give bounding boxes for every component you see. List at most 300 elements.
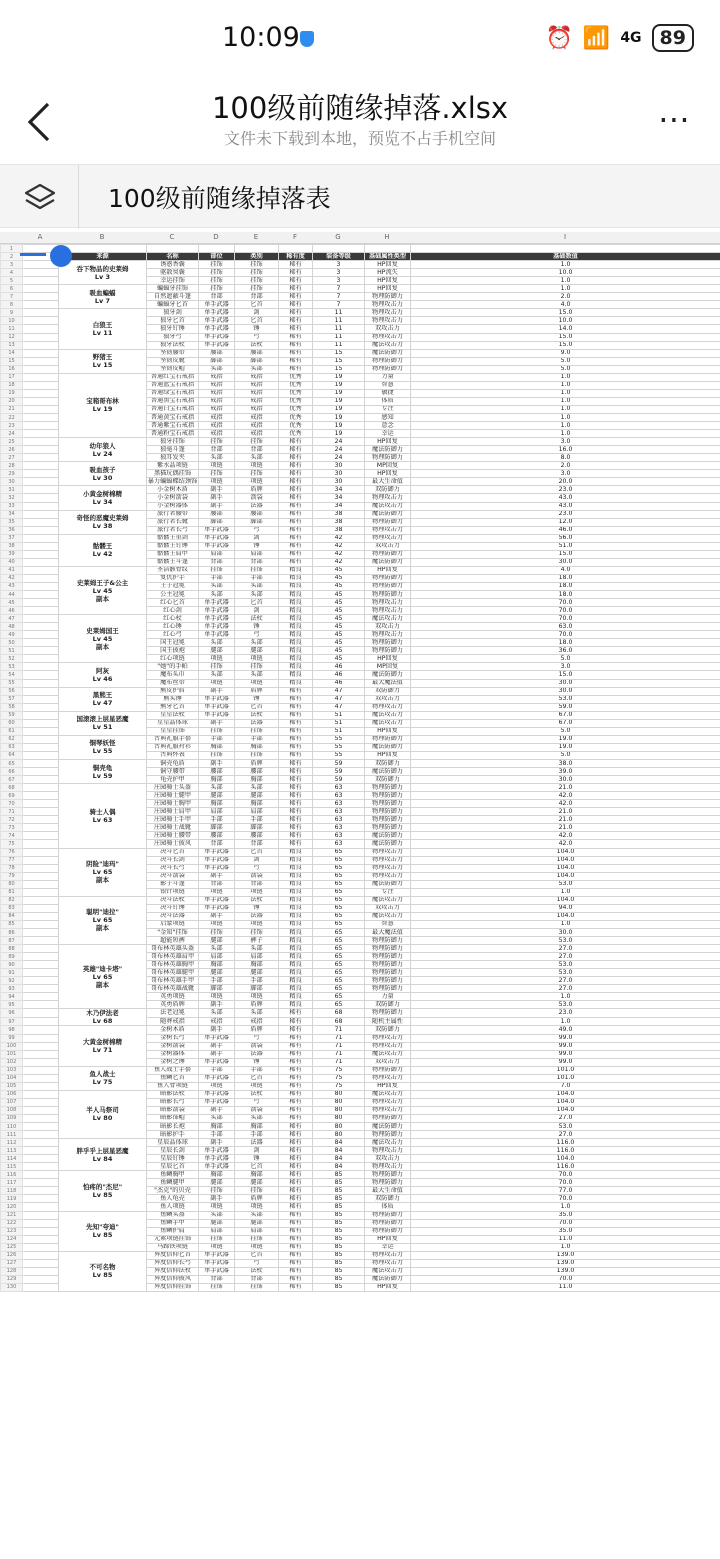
- cell[interactable]: [23, 1171, 59, 1179]
- cell[interactable]: [23, 840, 59, 848]
- cell[interactable]: 箭袋: [235, 872, 279, 880]
- cell[interactable]: 优秀: [279, 405, 313, 413]
- cell[interactable]: 红心项链: [147, 655, 199, 663]
- cell[interactable]: 体质: [365, 397, 411, 405]
- cell[interactable]: 法杖: [235, 615, 279, 623]
- cell[interactable]: 稀有: [279, 269, 313, 277]
- source-cell[interactable]: 史莱姆王子&公主 Lv 45 副本: [59, 566, 147, 614]
- cell[interactable]: 魔法攻击力: [365, 1050, 411, 1058]
- row-number[interactable]: 108: [1, 1106, 23, 1114]
- cell[interactable]: HP回复: [365, 727, 411, 735]
- cell[interactable]: 70.0: [411, 599, 720, 607]
- cell[interactable]: 普通白宝石戒指: [147, 405, 199, 413]
- cell[interactable]: 红心剑: [147, 607, 199, 615]
- cell[interactable]: 盾牌: [235, 687, 279, 695]
- cell[interactable]: 法杖: [235, 711, 279, 719]
- cell[interactable]: 魔法攻击力: [365, 719, 411, 727]
- cell[interactable]: 裤子: [235, 937, 279, 945]
- cell[interactable]: 感知: [365, 413, 411, 421]
- cell[interactable]: 稀有: [279, 1195, 313, 1203]
- cell[interactable]: 腰部: [199, 768, 235, 776]
- cell[interactable]: 魔法攻击力: [365, 896, 411, 904]
- source-cell[interactable]: 怕疼的"杰尼" Lv 85: [59, 1171, 147, 1211]
- cell[interactable]: 稀有: [279, 784, 313, 792]
- cell[interactable]: 104.0: [411, 872, 720, 880]
- cell[interactable]: 稀有: [279, 1139, 313, 1147]
- column-header[interactable]: 部位: [199, 253, 235, 261]
- cell[interactable]: [23, 430, 59, 438]
- cell[interactable]: 物理防御力: [365, 639, 411, 647]
- cell[interactable]: 鱼鳞匕首: [147, 1074, 199, 1082]
- row-number[interactable]: 33: [1, 502, 23, 510]
- cell[interactable]: 稀有: [279, 703, 313, 711]
- cell[interactable]: [411, 245, 720, 253]
- source-cell[interactable]: 大黄金树棉精 Lv 71: [59, 1026, 147, 1066]
- row-number[interactable]: 113: [1, 1147, 23, 1155]
- row-number[interactable]: 55: [1, 679, 23, 687]
- cell[interactable]: 剑: [235, 534, 279, 542]
- cell[interactable]: 116.0: [411, 1147, 720, 1155]
- cell[interactable]: 背部: [235, 840, 279, 848]
- cell[interactable]: 65: [313, 896, 365, 904]
- cell[interactable]: 副手: [199, 1042, 235, 1050]
- cell[interactable]: [23, 405, 59, 413]
- cell[interactable]: [23, 1227, 59, 1235]
- row-number[interactable]: 40: [1, 558, 23, 566]
- cell[interactable]: 27.0: [411, 985, 720, 993]
- source-cell[interactable]: 史莱姆国王 Lv 45 副本: [59, 615, 147, 663]
- cell[interactable]: 项链: [235, 920, 279, 928]
- cell[interactable]: 42: [313, 542, 365, 550]
- cell[interactable]: 1.0: [411, 1017, 720, 1026]
- cell[interactable]: 挂饰: [199, 727, 235, 735]
- cell[interactable]: 1.0: [411, 413, 720, 421]
- cell[interactable]: 单手武器: [199, 1058, 235, 1066]
- cell[interactable]: 65: [313, 969, 365, 977]
- cell[interactable]: 脚部: [199, 824, 235, 832]
- cell[interactable]: 手部: [235, 816, 279, 824]
- cell[interactable]: 鱼鳞胸甲: [147, 1171, 199, 1179]
- cell[interactable]: 物理攻击力: [365, 1074, 411, 1082]
- cell[interactable]: 脚部: [235, 985, 279, 993]
- cell[interactable]: 力量: [365, 993, 411, 1001]
- source-cell[interactable]: 吸血孩子 Lv 30: [59, 462, 147, 486]
- cell[interactable]: 42.0: [411, 840, 720, 848]
- cell[interactable]: 胸部: [235, 961, 279, 969]
- cell[interactable]: [23, 671, 59, 679]
- row-number[interactable]: 6: [1, 285, 23, 293]
- cell[interactable]: [23, 832, 59, 840]
- cell[interactable]: 7: [313, 301, 365, 309]
- cell[interactable]: 稀有: [279, 1034, 313, 1042]
- cell[interactable]: 物理防御力: [365, 1131, 411, 1139]
- cell[interactable]: 1.0: [411, 993, 720, 1001]
- cell[interactable]: 19: [313, 430, 365, 438]
- cell[interactable]: 箭袋: [235, 1106, 279, 1114]
- cell[interactable]: [23, 566, 59, 574]
- cell[interactable]: 19: [313, 422, 365, 430]
- cell[interactable]: 挂饰: [199, 261, 235, 269]
- cell[interactable]: 65: [313, 856, 365, 864]
- cell[interactable]: [365, 245, 411, 253]
- cell[interactable]: 99.0: [411, 1058, 720, 1066]
- cell[interactable]: 42.0: [411, 792, 720, 800]
- cell[interactable]: 法器: [235, 1050, 279, 1058]
- cell[interactable]: 头部: [235, 1211, 279, 1219]
- cell[interactable]: 51.0: [411, 542, 720, 550]
- cell[interactable]: 139.0: [411, 1251, 720, 1259]
- cell[interactable]: 65: [313, 1001, 365, 1009]
- cell[interactable]: HP回复: [365, 1082, 411, 1090]
- cell[interactable]: 星辰晶体球: [147, 1139, 199, 1147]
- row-number[interactable]: 25: [1, 438, 23, 446]
- cell[interactable]: 99.0: [411, 1034, 720, 1042]
- cell[interactable]: 85: [313, 1227, 365, 1235]
- cell[interactable]: 27.0: [411, 945, 720, 953]
- cell[interactable]: [23, 422, 59, 430]
- cell[interactable]: 腰部: [235, 768, 279, 776]
- cell[interactable]: 30.0: [411, 928, 720, 936]
- cell[interactable]: [23, 751, 59, 759]
- row-number[interactable]: 13: [1, 341, 23, 349]
- source-cell[interactable]: 奇怪的恶魔史莱姆 Lv 38: [59, 510, 147, 534]
- cell[interactable]: 65: [313, 864, 365, 872]
- cell[interactable]: 5.0: [411, 655, 720, 663]
- cell[interactable]: 稀有: [279, 816, 313, 824]
- cell[interactable]: 头部: [199, 454, 235, 462]
- cell[interactable]: 戒指: [199, 413, 235, 421]
- cell[interactable]: 53.0: [411, 1001, 720, 1009]
- cell[interactable]: 挂饰: [199, 566, 235, 574]
- cell[interactable]: 物理防御力: [365, 365, 411, 373]
- cell[interactable]: 红心杖: [147, 615, 199, 623]
- cell[interactable]: 23.0: [411, 486, 720, 494]
- cell[interactable]: 脚部: [199, 357, 235, 365]
- cell[interactable]: [23, 945, 59, 953]
- cell[interactable]: 59.0: [411, 703, 720, 711]
- cell[interactable]: 稀有: [279, 1259, 313, 1267]
- cell[interactable]: 单手武器: [199, 1267, 235, 1275]
- cell[interactable]: 稀有: [279, 518, 313, 526]
- selection-handle[interactable]: [50, 245, 72, 267]
- cell[interactable]: 挂饰: [199, 1235, 235, 1243]
- cell[interactable]: 85: [313, 1179, 365, 1187]
- cell[interactable]: 稀有: [279, 840, 313, 848]
- cell[interactable]: 锤: [235, 904, 279, 912]
- cell[interactable]: 背部: [235, 880, 279, 888]
- cell[interactable]: 优秀: [279, 422, 313, 430]
- cell[interactable]: 80: [313, 1098, 365, 1106]
- column-header[interactable]: 基础数值: [411, 253, 720, 261]
- cell[interactable]: [23, 438, 59, 446]
- cell[interactable]: 45: [313, 623, 365, 631]
- cell[interactable]: [23, 1203, 59, 1211]
- row-number[interactable]: 59: [1, 711, 23, 719]
- row-number[interactable]: 10: [1, 317, 23, 325]
- cell[interactable]: 11: [313, 317, 365, 325]
- cell[interactable]: 金树长弓: [147, 1034, 199, 1042]
- cell[interactable]: 稀有: [279, 357, 313, 365]
- cell[interactable]: 59: [313, 760, 365, 768]
- cell[interactable]: 双防御力: [365, 760, 411, 768]
- row-number[interactable]: 32: [1, 494, 23, 502]
- cell[interactable]: 驱散臭囊: [147, 269, 199, 277]
- cell[interactable]: 单手武器: [199, 599, 235, 607]
- cell[interactable]: 稀有: [279, 285, 313, 293]
- cell[interactable]: 精良: [279, 864, 313, 872]
- column-letter[interactable]: D: [213, 233, 219, 241]
- cell[interactable]: 决斗法杖: [147, 896, 199, 904]
- cell[interactable]: 3: [313, 261, 365, 269]
- cell[interactable]: 精良: [279, 928, 313, 936]
- row-number[interactable]: 118: [1, 1187, 23, 1195]
- cell[interactable]: 项链: [199, 920, 235, 928]
- cell[interactable]: 头部: [199, 784, 235, 792]
- row-number[interactable]: 58: [1, 703, 23, 711]
- cell[interactable]: 47: [313, 695, 365, 703]
- cell[interactable]: HP回复: [365, 655, 411, 663]
- row-number[interactable]: 36: [1, 526, 23, 534]
- cell[interactable]: 单手武器: [199, 325, 235, 333]
- cell[interactable]: 85: [313, 1283, 365, 1291]
- cell[interactable]: 庄园骑士胸甲: [147, 800, 199, 808]
- cell[interactable]: 38: [313, 526, 365, 534]
- cell[interactable]: 38.0: [411, 760, 720, 768]
- cell[interactable]: 肩部: [199, 1227, 235, 1235]
- row-number[interactable]: 82: [1, 896, 23, 904]
- cell[interactable]: 戒指: [235, 389, 279, 397]
- cell[interactable]: [23, 558, 59, 566]
- cell[interactable]: [23, 1187, 59, 1195]
- cell[interactable]: 星星挂饰: [147, 727, 199, 735]
- cell[interactable]: 38: [313, 510, 365, 518]
- cell[interactable]: 139.0: [411, 1259, 720, 1267]
- cell[interactable]: 铜壳龟盾: [147, 760, 199, 768]
- row-number[interactable]: 110: [1, 1123, 23, 1131]
- cell[interactable]: [23, 1123, 59, 1131]
- cell[interactable]: 胸部: [235, 1171, 279, 1179]
- cell[interactable]: 戒指: [235, 413, 279, 421]
- cell[interactable]: 小金树器体: [147, 502, 199, 510]
- cell[interactable]: 45: [313, 566, 365, 574]
- cell[interactable]: 104.0: [411, 864, 720, 872]
- cell[interactable]: [23, 1114, 59, 1122]
- cell[interactable]: 手部: [199, 977, 235, 985]
- cell[interactable]: 项链: [235, 478, 279, 486]
- cell[interactable]: 稀有: [279, 1050, 313, 1058]
- cell[interactable]: [23, 824, 59, 832]
- cell[interactable]: 决斗箭袋: [147, 872, 199, 880]
- source-cell[interactable]: 小黄金树棉精 Lv 34: [59, 486, 147, 510]
- cell[interactable]: 弓: [235, 526, 279, 534]
- cell[interactable]: [23, 454, 59, 462]
- cell[interactable]: 101.0: [411, 1074, 720, 1082]
- cell[interactable]: [23, 768, 59, 776]
- cell[interactable]: 手部: [199, 735, 235, 743]
- cell[interactable]: 法杖: [235, 1267, 279, 1275]
- row-number[interactable]: 28: [1, 462, 23, 470]
- cell[interactable]: [23, 1074, 59, 1082]
- cell[interactable]: 暗影箭袋: [147, 1106, 199, 1114]
- cell[interactable]: 1.0: [411, 1243, 720, 1251]
- row-number[interactable]: 122: [1, 1219, 23, 1227]
- cell[interactable]: 稀有: [279, 743, 313, 751]
- cell[interactable]: 魔法防御力: [365, 349, 411, 357]
- cell[interactable]: 85: [313, 1259, 365, 1267]
- row-number[interactable]: 22: [1, 413, 23, 421]
- cell[interactable]: 腰部: [199, 832, 235, 840]
- cell[interactable]: 45: [313, 599, 365, 607]
- cell[interactable]: 肩部: [199, 550, 235, 558]
- cell[interactable]: 物理攻击力: [365, 872, 411, 880]
- source-cell[interactable]: 吸血蝙蝠 Lv 7: [59, 285, 147, 309]
- source-cell[interactable]: 木乃伊法老 Lv 68: [59, 1009, 147, 1026]
- cell[interactable]: 38: [313, 518, 365, 526]
- cell[interactable]: HP回复: [365, 751, 411, 759]
- cell[interactable]: 稀有: [279, 462, 313, 470]
- cell[interactable]: 15.0: [411, 341, 720, 349]
- cell[interactable]: 27.0: [411, 1114, 720, 1122]
- cell[interactable]: 法器: [235, 1139, 279, 1147]
- cell[interactable]: 胸部: [199, 776, 235, 784]
- cell[interactable]: 旅行者腰带: [147, 510, 199, 518]
- cell[interactable]: 68: [313, 1009, 365, 1018]
- cell[interactable]: [23, 1219, 59, 1227]
- cell[interactable]: 11: [313, 309, 365, 317]
- cell[interactable]: 1.0: [411, 381, 720, 389]
- row-number[interactable]: 43: [1, 582, 23, 590]
- cell[interactable]: 王子冠冕: [147, 582, 199, 590]
- cell[interactable]: 稀有: [279, 1219, 313, 1227]
- cell[interactable]: 决斗长剑: [147, 856, 199, 864]
- cell[interactable]: 单手武器: [199, 615, 235, 623]
- cell[interactable]: 15.0: [411, 671, 720, 679]
- cell[interactable]: 单手武器: [199, 711, 235, 719]
- cell[interactable]: 法杖: [235, 341, 279, 349]
- cell[interactable]: 普通紫宝石戒指: [147, 422, 199, 430]
- cell[interactable]: 稀有: [279, 277, 313, 285]
- cell[interactable]: 红心弓: [147, 631, 199, 639]
- cell[interactable]: 双防御力: [365, 1001, 411, 1009]
- row-number[interactable]: 111: [1, 1131, 23, 1139]
- cell[interactable]: 67.0: [411, 711, 720, 719]
- cell[interactable]: 30.0: [411, 776, 720, 784]
- column-letter[interactable]: B: [99, 233, 105, 241]
- cell[interactable]: [23, 389, 59, 397]
- cell[interactable]: 挂饰: [199, 438, 235, 446]
- row-number[interactable]: 7: [1, 293, 23, 301]
- cell[interactable]: 99.0: [411, 1050, 720, 1058]
- cell[interactable]: [23, 494, 59, 502]
- cell[interactable]: 53.0: [411, 937, 720, 945]
- row-number[interactable]: 35: [1, 518, 23, 526]
- cell[interactable]: [23, 1090, 59, 1098]
- cell[interactable]: HP回复: [365, 438, 411, 446]
- cell[interactable]: 70.0: [411, 615, 720, 623]
- cell[interactable]: 铜守腰带: [147, 768, 199, 776]
- row-number[interactable]: 18: [1, 381, 23, 389]
- cell[interactable]: 稀有: [279, 349, 313, 357]
- cell[interactable]: 稀有: [279, 1251, 313, 1259]
- cell[interactable]: 魔法防御力: [365, 671, 411, 679]
- cell[interactable]: 53.0: [411, 961, 720, 969]
- cell[interactable]: 单手武器: [199, 317, 235, 325]
- cell[interactable]: [23, 534, 59, 542]
- cell[interactable]: 80: [313, 1090, 365, 1098]
- cell[interactable]: 头部: [235, 591, 279, 599]
- cell[interactable]: 腿部: [199, 792, 235, 800]
- cell[interactable]: [23, 397, 59, 405]
- source-cell[interactable]: 白狼王 Lv 11: [59, 309, 147, 349]
- cell[interactable]: 36.0: [411, 647, 720, 655]
- cell[interactable]: 物理防御力: [365, 1114, 411, 1122]
- cell[interactable]: 精良: [279, 655, 313, 663]
- cell[interactable]: 腰部: [199, 349, 235, 357]
- row-number[interactable]: 51: [1, 647, 23, 655]
- cell[interactable]: [23, 599, 59, 607]
- cell[interactable]: 10.0: [411, 269, 720, 277]
- cell[interactable]: 稀有: [279, 808, 313, 816]
- row-number[interactable]: 39: [1, 550, 23, 558]
- cell[interactable]: 21.0: [411, 824, 720, 832]
- row-number[interactable]: 62: [1, 735, 23, 743]
- cell[interactable]: 副手: [199, 687, 235, 695]
- row-number[interactable]: 81: [1, 888, 23, 896]
- cell[interactable]: 戒指: [199, 430, 235, 438]
- row-number[interactable]: 15: [1, 357, 23, 365]
- cell[interactable]: [23, 542, 59, 550]
- cell[interactable]: 蝙蝠牙匕首: [147, 301, 199, 309]
- cell[interactable]: 双攻击力: [365, 325, 411, 333]
- cell[interactable]: 42: [313, 550, 365, 558]
- cell[interactable]: 稀有: [279, 534, 313, 542]
- cell[interactable]: 腿部: [199, 1219, 235, 1227]
- cell[interactable]: [23, 703, 59, 711]
- row-number[interactable]: 20: [1, 397, 23, 405]
- row-number[interactable]: 45: [1, 599, 23, 607]
- column-letter[interactable]: F: [292, 233, 298, 241]
- cell[interactable]: 24: [313, 446, 365, 454]
- cell[interactable]: 55: [313, 743, 365, 751]
- cell[interactable]: 15: [313, 349, 365, 357]
- cell[interactable]: 双攻击力: [365, 623, 411, 631]
- cell[interactable]: 鱼人骨项链: [147, 1082, 199, 1090]
- cell[interactable]: 稀有: [279, 832, 313, 840]
- cell[interactable]: 65: [313, 985, 365, 993]
- cell[interactable]: 物理防御力: [365, 582, 411, 590]
- row-number[interactable]: 68: [1, 784, 23, 792]
- cell[interactable]: 胸部: [199, 743, 235, 751]
- cell[interactable]: 优秀: [279, 430, 313, 438]
- cell[interactable]: 99.0: [411, 1042, 720, 1050]
- column-header[interactable]: 装备等级: [313, 253, 365, 261]
- cell[interactable]: 旅行者长弓: [147, 526, 199, 534]
- cell[interactable]: 15.0: [411, 550, 720, 558]
- cell[interactable]: 影子斗篷: [147, 880, 199, 888]
- cell[interactable]: 51: [313, 711, 365, 719]
- cell[interactable]: 物理防御力: [365, 937, 411, 945]
- cell[interactable]: 胸部: [199, 800, 235, 808]
- cell[interactable]: 稀有: [279, 1187, 313, 1195]
- cell[interactable]: 腿部: [199, 937, 235, 945]
- cell[interactable]: 稀有: [279, 760, 313, 768]
- cell[interactable]: [23, 1026, 59, 1034]
- cell[interactable]: 精良: [279, 566, 313, 574]
- cell[interactable]: [23, 912, 59, 920]
- cell[interactable]: 项链: [199, 1243, 235, 1251]
- cell[interactable]: 稀有: [279, 751, 313, 759]
- cell[interactable]: 副手: [199, 1195, 235, 1203]
